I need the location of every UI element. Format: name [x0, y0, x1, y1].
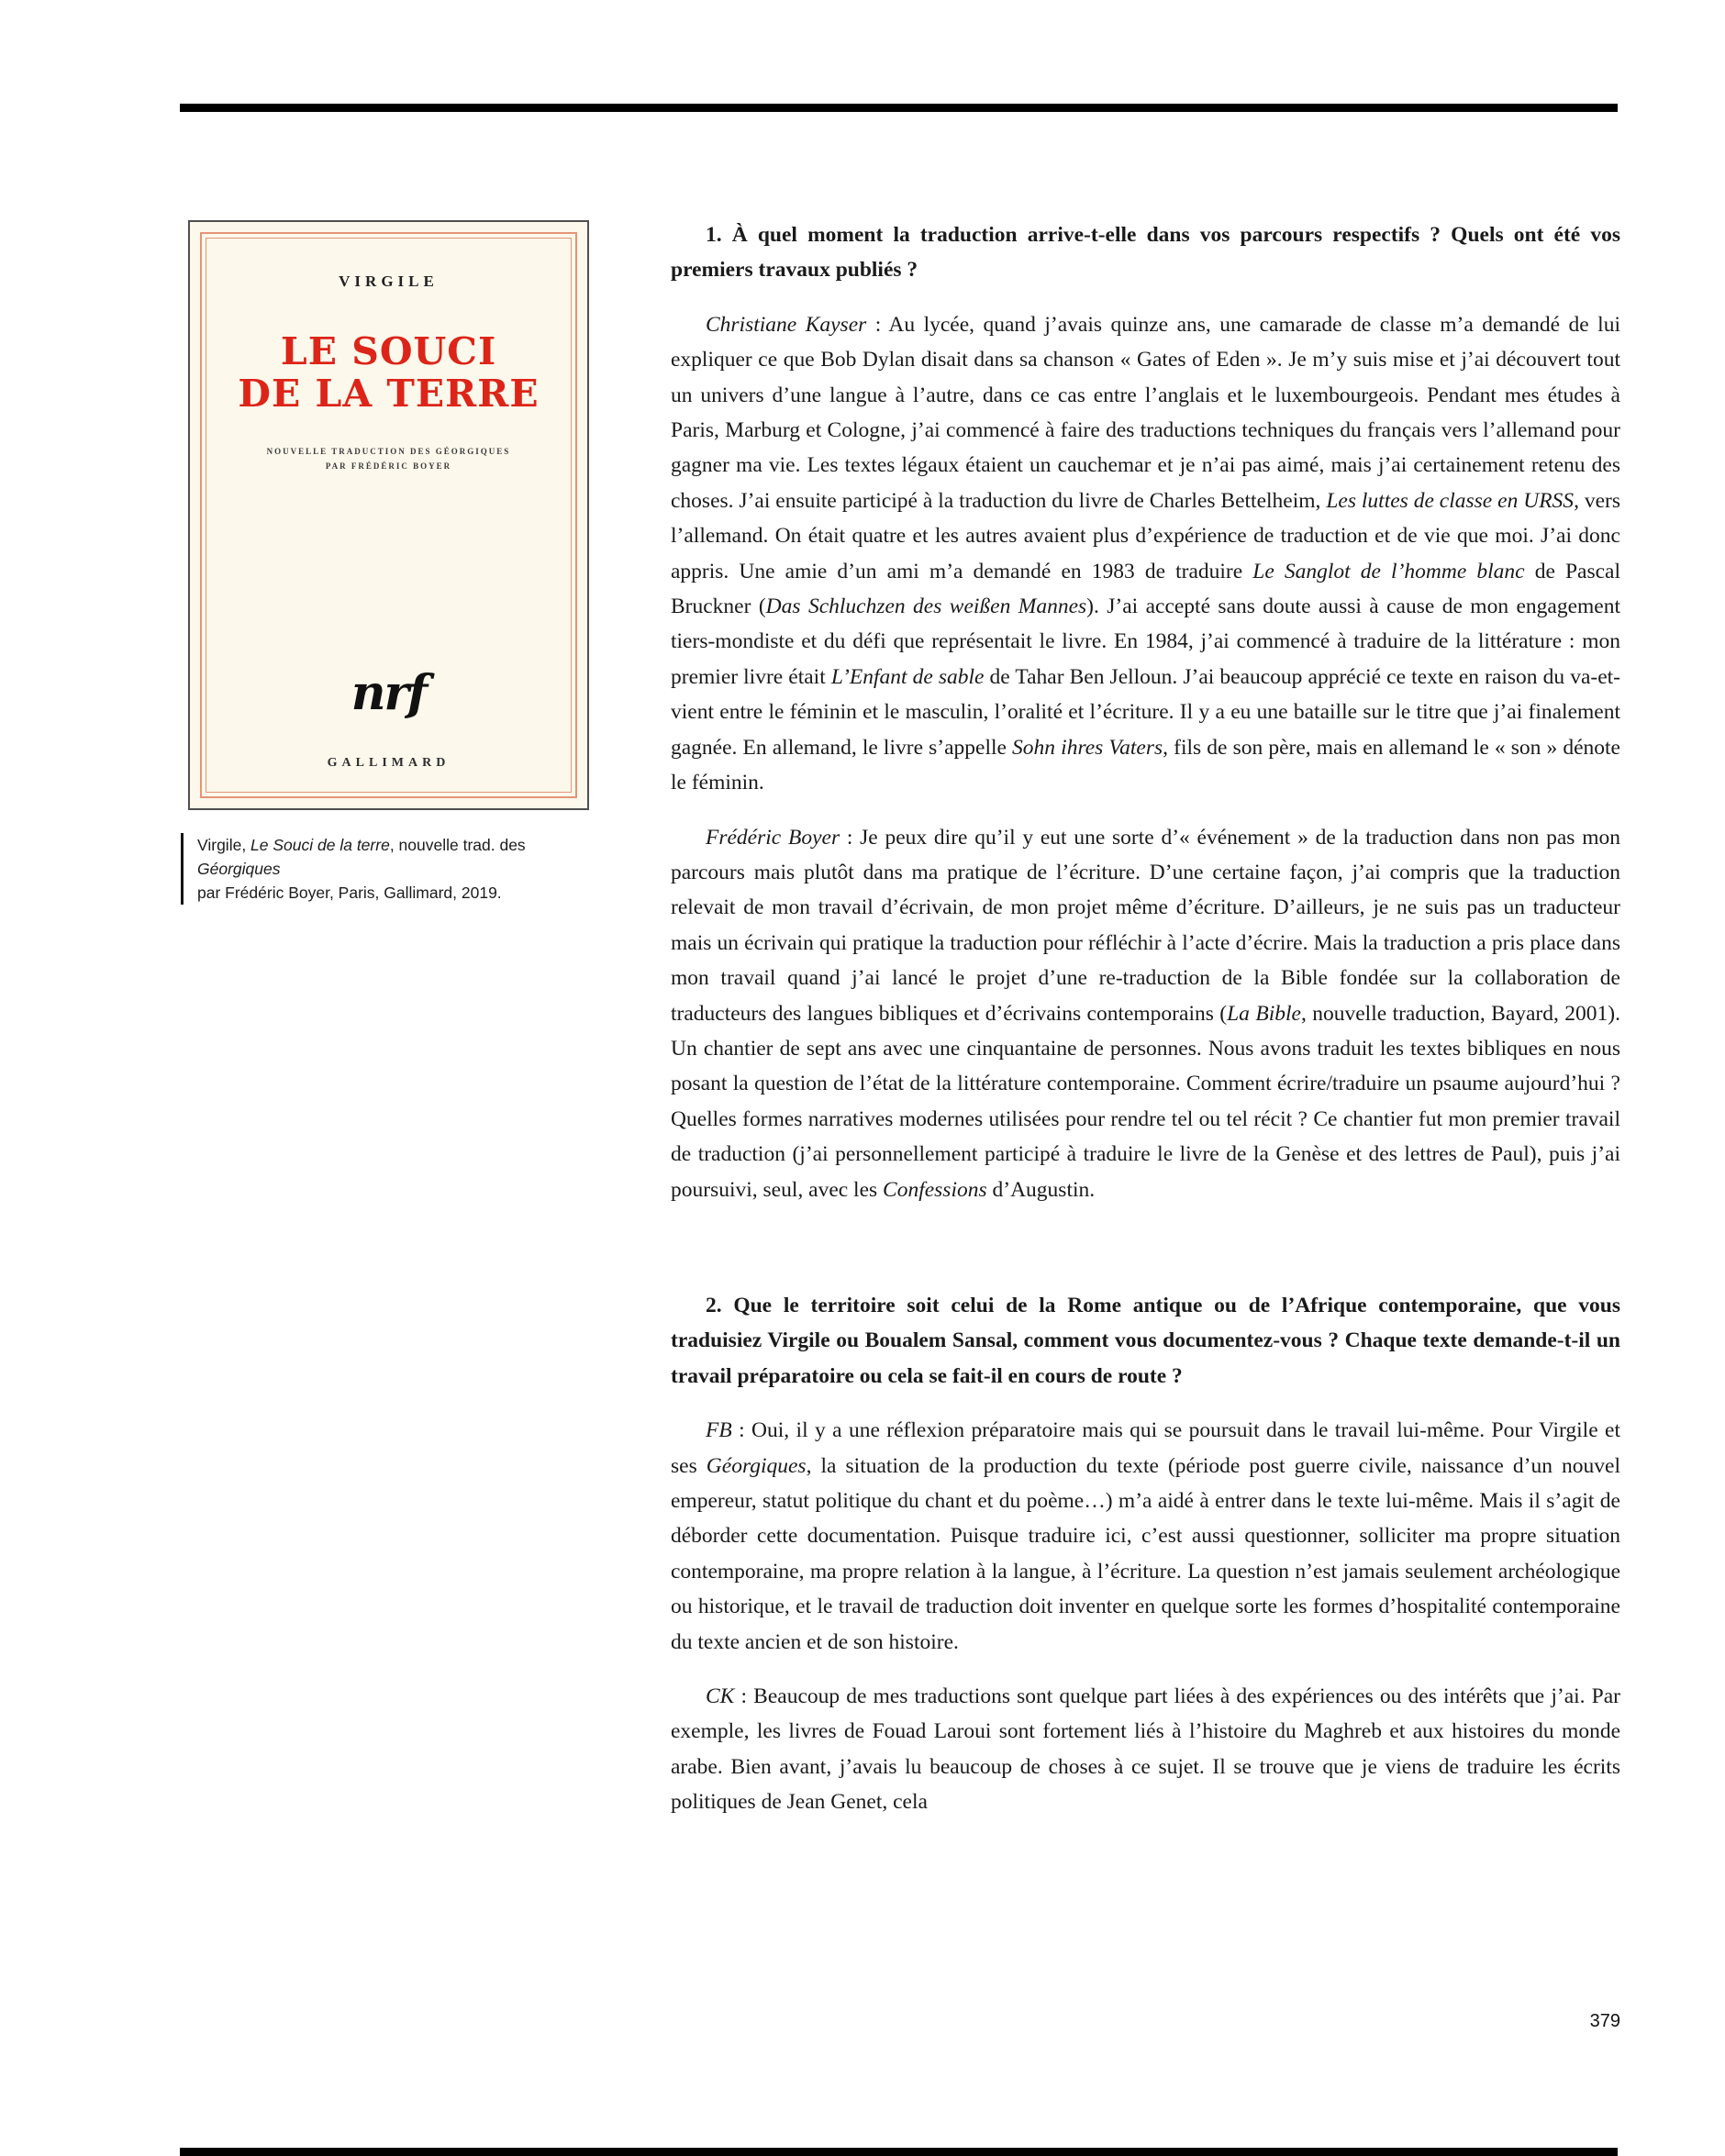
italic-text: Sohn ihres Vaters — [1012, 735, 1163, 760]
italic-text: Frédéric Boyer — [706, 825, 840, 850]
italic-text: FB — [706, 1418, 732, 1443]
text-run: : Je peux dire qu’il y eut une sorte d’« événement » de la traduction dans non pas mon parcours mais plutôt dans ma pratique de l’écriture. D’une certaine façon, j’ai compris que la traduction relevait de mon travail d’écrivain, de mon projet même d’écriture. D’ailleurs, je ne suis pas un traducteur mais un écrivain qui pratique la traduction pour réfléchir à l’acte d’écrire. Mais la traduction a pris place dans mon travail quand j’ai lancé le projet d’une re-traduction de la Bible fondée sur la collaboration de traducteurs des langues bibliques et d’écrivains contemporains ( — [671, 825, 1620, 1026]
italic-text: La Bible — [1227, 1001, 1301, 1026]
text-run: : Au lycée, quand j’avais quinze ans, une camarade de classe m’a demandé de lui expliquer ce que Bob Dylan disait dans sa chanson « Gates of Eden ». Je m’y suis mise et j’ai découvert tout un univers d’une langue à l’autre, dans ce cas entre l’anglais et le luxembourgeois. Pendant mes études à Paris, Marburg et Cologne, j’ai commencé à faire des traductions techniques du français vers l’allemand pour gagner ma vie. Les textes légaux étaient un cauchemar et je n’ai pas aimé, mais j’ai certainement retenu des choses. J’ai ensuite participé à la traduction du livre de Charles Bettelheim, — [671, 312, 1620, 513]
cover-title — [190, 330, 587, 415]
figure-caption — [181, 833, 595, 905]
footer-rule — [180, 2148, 1618, 2156]
italic-text: Le Sanglot de l’homme blanc — [1252, 559, 1525, 583]
text-run: ). J’ai accepté sans doute aussi à cause de mon engagement tiers-mondiste et du défi que représentait le livre. En 1984, j’ai commencé à traduire de la littérature : mon premier livre était — [671, 595, 1621, 689]
text-run: de Tahar Ben Jelloun. J’ai beaucoup apprécié ce texte en raison du va-et-vient entre le féminin et le masculin, l’oralité et l’écriture. Il y a eu une bataille sur le titre que j’ai finalement gagnée. En allemand, le livre s’appelle — [671, 664, 1620, 760]
italic-text: Le Souci de la terre — [250, 836, 390, 854]
italic-text: L’Enfant de sable — [830, 664, 985, 689]
text-run: , vers l’allemand. On était quatre et les autres avaient plus d’expérience de traduction et de vie que moi. J’ai donc appris. Une amie d’un ami m’a demandé en 1983 de traduire — [671, 488, 1620, 583]
text-run: 1. À quel moment la traduction arrive-t-elle dans vos parcours respectifs ? Quels ont été vos premiers travaux publiés ? — [671, 223, 1620, 283]
text-run: d’Augustin. — [986, 1177, 1096, 1202]
cover-title-line1: LE SOUCI — [280, 329, 497, 373]
figure-caption-text — [197, 836, 526, 902]
italic-text: CK — [706, 1684, 735, 1709]
interview-question — [671, 217, 1620, 288]
italic-text: Les luttes de classe en URSS — [1326, 488, 1575, 513]
text-run: Virgile, — [197, 836, 251, 854]
interview-answer — [671, 1679, 1620, 1820]
cover-publisher: GALLIMARD — [327, 756, 451, 770]
italic-text: Confessions — [883, 1177, 987, 1202]
interview-answer — [671, 820, 1620, 1207]
cover-subtitle — [190, 444, 587, 473]
text-run: , nouvelle traduction, Bayard, 2001). Un chantier de sept ans avec une cinquantaine de personnes. Nous avons traduit les textes bibliques en nous posant la question de l’état de la littérature contemporaine. Comment écrire/traduire un psaume aujourd’hui ? Quelles formes narratives modernes utilisées pour rendre tel ou tel récit ? Ce chantier fut mon premier travail de traduction (j’ai personnellement participé à traduire le livre de la Genèse et des lettres de Paul), puis j’ai poursuivi, seul, avec les — [671, 1001, 1620, 1202]
italic-text: Géorgiques — [197, 860, 281, 878]
page-number: 379 — [1589, 2011, 1620, 2031]
italic-text: Géorgiques — [706, 1453, 807, 1478]
interview-answer — [671, 307, 1620, 801]
text-run: , la situation de la production du texte (période post guerre civile, naissance d’un nouvel empereur, statut politique du chant et du poème…) m’a aidé à entrer dans le texte lui-même. Mais il s’agit de déborder cette documentation. Puisque traduire ici, c’est aussi questionner, solliciter ma propre situation contemporaine, ma propre relation à la langue, à l’écriture. La question n’est jamais seulement archéologique ou historique, et le travail de traduction doit inventer en quelque sorte les formes d’hospitalité contemporaine du texte ancien et de son histoire. — [671, 1453, 1620, 1654]
cover-author: VIRGILE — [339, 272, 439, 290]
text-run: : Oui, il y a une réflexion préparatoire mais qui se poursuit dans le travail lui-même. Pour Virgile et ses — [671, 1418, 1620, 1478]
text-run: , nouvelle trad. des — [389, 836, 526, 854]
text-run: : Beaucoup de mes traductions sont quelque part liées à des expériences ou des intérêts que j’ai. Par exemple, les livres de Fouad Laroui sont fortement liés à l’histoire du Maghreb et aux histoires du monde arabe. Bien avant, j’avais lu beaucoup de choses à ce sujet. Il se trouve que je viens de traduire les écrits politiques de Jean Genet, cela — [671, 1684, 1620, 1815]
header-rule — [180, 104, 1618, 112]
text-run: par Frédéric Boyer, Paris, Gallimard, 2019. — [197, 884, 502, 902]
interview-question — [671, 1288, 1620, 1394]
italic-text: Das Schluchzen des weißen Mannes — [765, 595, 1087, 619]
text-run: de Pascal Bruckner ( — [671, 559, 1620, 619]
cover-title-line2: DE LA TERRE — [238, 372, 540, 416]
interview-answer — [671, 1413, 1620, 1660]
article-column — [671, 217, 1620, 1820]
cover-subtitle-line1: NOUVELLE TRADUCTION DES GÉORGIQUES — [266, 447, 511, 456]
text-run: 2. Que le territoire soit celui de la Rome antique ou de l’Afrique contemporaine, que vous traduisiez Virgile ou Boualem Sansal, comment vous documentez-vous ? Chaque texte demande-t-il un travail préparatoire ou cela se fait-il en cours de route ? — [671, 1293, 1620, 1388]
nrf-logo: nrf — [351, 665, 427, 721]
italic-text: Christiane Kayser — [706, 312, 867, 337]
cover-subtitle-line2: PAR FRÉDÉRIC BOYER — [325, 461, 452, 471]
text-run: , fils de son père, mais en allemand le « son » dénote le féminin. — [671, 735, 1620, 795]
book-cover — [188, 220, 589, 810]
